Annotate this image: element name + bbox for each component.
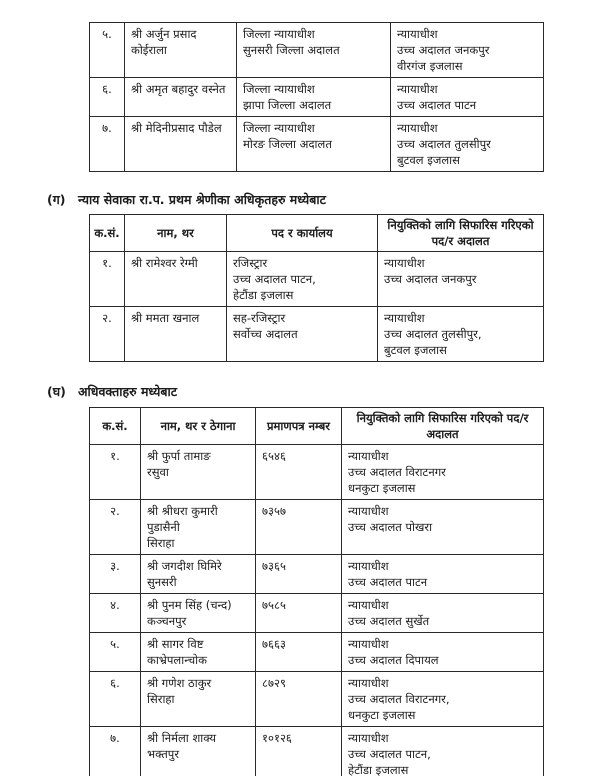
header-row bbox=[90, 215, 544, 252]
serial-cell: ७. bbox=[90, 117, 125, 172]
recommendation-cell: न्यायाधीश उच्च अदालत तुलसीपुर बुटवल इजलास bbox=[391, 117, 544, 172]
serial-cell: ५. bbox=[90, 633, 141, 672]
recommendation-cell: न्यायाधीश उच्च अदालत दिपायल bbox=[342, 633, 544, 672]
name-address-cell: श्री श्रीधरा कुमारी पुडासैनी सिराहा bbox=[141, 500, 256, 555]
header-serial: क.सं. bbox=[90, 408, 141, 445]
header-name: नाम, थर bbox=[125, 215, 227, 252]
table-row bbox=[90, 23, 544, 78]
office-cell: जिल्ला न्यायाधीश मोरङ जिल्ला अदालत bbox=[237, 117, 391, 172]
table-row bbox=[90, 727, 544, 776]
certificate-cell: १०१२६ bbox=[256, 727, 342, 776]
section-ga-label: (ग) bbox=[47, 192, 66, 207]
serial-cell: ६. bbox=[90, 78, 125, 117]
name-address-cell: श्री फुर्पा तामाङ रसुवा bbox=[141, 445, 256, 500]
header-name-address: नाम, थर र ठेगाना bbox=[141, 408, 256, 445]
section-ga-heading bbox=[47, 191, 326, 208]
serial-cell: ५. bbox=[90, 23, 125, 78]
table-row bbox=[90, 252, 544, 307]
serial-cell: २. bbox=[90, 307, 125, 362]
name-cell: श्री अर्जुन प्रसाद कोईराला bbox=[125, 23, 237, 78]
recommendation-cell: न्यायाधीश उच्च अदालत पाटन, हेटौंडा इजलास bbox=[342, 727, 544, 776]
section-gha-heading bbox=[47, 383, 177, 400]
name-address-cell: श्री पुनम सिंह (चन्द) कञ्चनपुर bbox=[141, 594, 256, 633]
table-row bbox=[90, 633, 544, 672]
certificate-cell: ६५४६ bbox=[256, 445, 342, 500]
header-serial: क.सं. bbox=[90, 215, 125, 252]
gha-advocates-table bbox=[89, 407, 544, 776]
recommendation-cell: न्यायाधीश उच्च अदालत जनकपुर वीरगंज इजलास bbox=[391, 23, 544, 78]
table-row bbox=[90, 117, 544, 172]
recommendation-cell: न्यायाधीश उच्च अदालत तुलसीपुर, बुटवल इजलास bbox=[378, 307, 544, 362]
office-cell: जिल्ला न्यायाधीश सुनसरी जिल्ला अदालत bbox=[237, 23, 391, 78]
recommendation-cell: न्यायाधीश उच्च अदालत पाटन bbox=[342, 555, 544, 594]
recommendation-cell: न्यायाधीश उच्च अदालत पाटन bbox=[391, 78, 544, 117]
certificate-cell: ८७२९ bbox=[256, 672, 342, 727]
section-gha-title: अधिवक्ताहरु मध्येबाट bbox=[78, 384, 178, 399]
serial-cell: २. bbox=[90, 500, 141, 555]
serial-cell: १. bbox=[90, 445, 141, 500]
recommendation-cell: न्यायाधीश उच्च अदालत पोखरा bbox=[342, 500, 544, 555]
name-address-cell: श्री जगदीश घिमिरे सुनसरी bbox=[141, 555, 256, 594]
name-cell: श्री ममता खनाल bbox=[125, 307, 227, 362]
header-certificate-number: प्रमाणपत्र नम्बर bbox=[256, 408, 342, 445]
serial-cell: ४. bbox=[90, 594, 141, 633]
name-cell: श्री मेदिनीप्रसाद पौडेल bbox=[125, 117, 237, 172]
office-cell: रजिस्ट्रार उच्च अदालत पाटन, हेटौंडा इजलास bbox=[227, 252, 378, 307]
name-address-cell: श्री सागर विष्ट काभ्रेपलान्चोक bbox=[141, 633, 256, 672]
header-recommendation: नियुक्तिको लागि सिफारिस गरिएको पद/र अदालत bbox=[378, 215, 544, 252]
header-office: पद र कार्यालय bbox=[227, 215, 378, 252]
recommendation-cell: न्यायाधीश उच्च अदालत विराटनगर धनकुटा इजलास bbox=[342, 445, 544, 500]
serial-cell: ३. bbox=[90, 555, 141, 594]
serial-cell: १. bbox=[90, 252, 125, 307]
name-address-cell: श्री गणेश ठाकुर सिराहा bbox=[141, 672, 256, 727]
table-row bbox=[90, 672, 544, 727]
table-row bbox=[90, 445, 544, 500]
header-row bbox=[90, 408, 544, 445]
recommendation-cell: न्यायाधीश उच्च अदालत जनकपुर bbox=[378, 252, 544, 307]
office-cell: सह-रजिस्ट्रार सर्वोच्च अदालत bbox=[227, 307, 378, 362]
name-address-cell: श्री निर्मला शाक्य भक्तपुर bbox=[141, 727, 256, 776]
ga-officials-table bbox=[89, 214, 544, 362]
serial-cell: ७. bbox=[90, 727, 141, 776]
table-row bbox=[90, 307, 544, 362]
serial-cell: ६. bbox=[90, 672, 141, 727]
table-row bbox=[90, 555, 544, 594]
office-cell: जिल्ला न्यायाधीश झापा जिल्ला अदालत bbox=[237, 78, 391, 117]
table-row bbox=[90, 500, 544, 555]
name-cell: श्री अमृत बहादुर वस्नेत bbox=[125, 78, 237, 117]
table-row bbox=[90, 78, 544, 117]
recommendation-cell: न्यायाधीश उच्च अदालत विराटनगर, धनकुटा इजलास bbox=[342, 672, 544, 727]
recommendation-cell: न्यायाधीश उच्च अदालत सुर्खेत bbox=[342, 594, 544, 633]
judges-table-continued bbox=[89, 22, 544, 172]
table-row bbox=[90, 594, 544, 633]
header-recommendation: नियुक्तिको लागि सिफारिस गरिएको पद/र अदालत bbox=[342, 408, 544, 445]
certificate-cell: ७३५७ bbox=[256, 500, 342, 555]
certificate-cell: ७३६५ bbox=[256, 555, 342, 594]
certificate-cell: ७६६३ bbox=[256, 633, 342, 672]
section-ga-title: न्याय सेवाका रा.प. प्रथम श्रेणीका अधिकृतहरु मध्येबाट bbox=[78, 192, 326, 207]
certificate-cell: ७५८५ bbox=[256, 594, 342, 633]
name-cell: श्री रामेश्वर रेग्मी bbox=[125, 252, 227, 307]
section-gha-label: (घ) bbox=[47, 384, 66, 399]
